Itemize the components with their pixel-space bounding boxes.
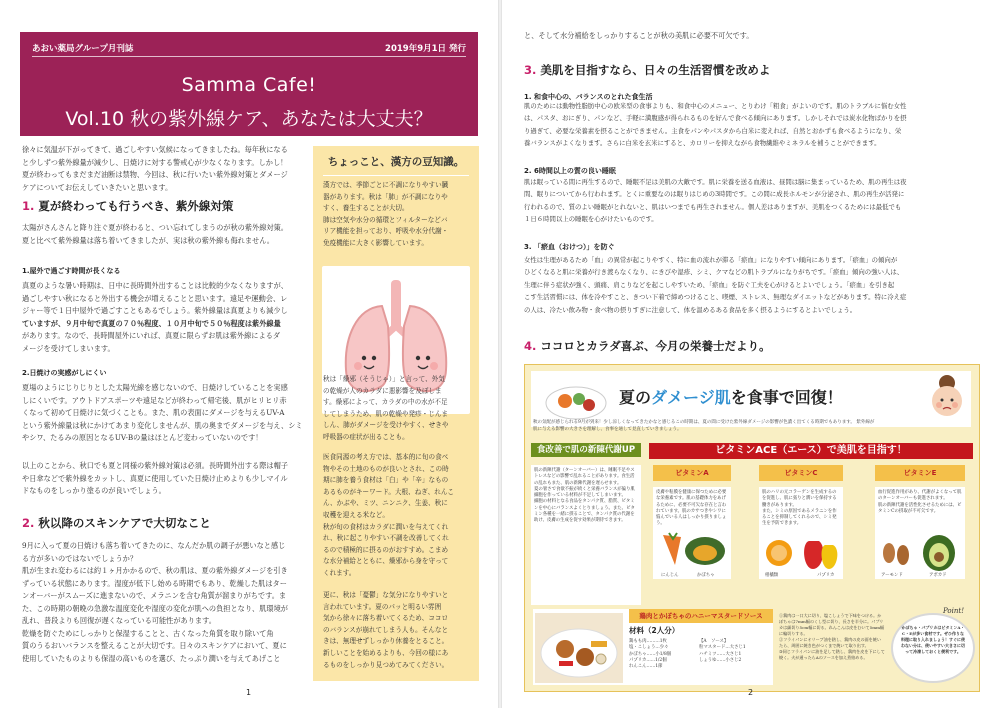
issue-title: Vol.10 秋の紫外線ケア、あなたは大丈夫？ — [65, 108, 433, 130]
section-3-body-1: 肌のためには動物性脂肪中心の欧米型の食事よりも、和食中心のメニュー、とりわけ「粗食」がよいのです。肌のトラブルに悩む女性 は、パスタ、おにぎり、パンなど、手軽に満腹感が得られるものを好んで食べる傾向にあります。しかしそれでは炭水化物ばかりを摂 り過ぎて、必要な栄養素を摂ることができません。主食をパンやパスタから白米に変えれば、自然とおかずも食べるようになり、栄 養バランスがよくなります。さらに白米を玄米にすると、カロリーを抑えながら食物繊維やミネラルを補うことができます。 — [524, 102, 907, 148]
sidebar-title: ちょっこと、漢方の豆知識。 — [327, 156, 465, 168]
intro-paragraph: 徐々に気温が下がってきて、過ごしやすい気候になってきましたね。毎年秋になる と少しずつ紫外線量が減少し、日焼けに対する警戒心が少なくなります。しかし！ 夏が終わってもまだまだ油断は禁物、今回は、秋に行いたい紫外線対策とダメージ ケアについてお伝えしていきたいと思います。 — [22, 145, 288, 192]
food-citrus-label: 柑橘類 — [765, 573, 779, 578]
almond-avocado-icon — [877, 533, 965, 573]
carrot-pumpkin-icon — [653, 529, 733, 573]
vitamin-a-text: 皮膚や粘膜を健康に保つために必要な栄養素です。肌の基礎体力をあげるために、必要不可欠な存在と言われています。肌のカサつきやシワに悩んでいる人はしっかり摂りましょう。 — [653, 487, 731, 579]
section-4-heading: 4. ココロとカラダ喜ぶ、今月の栄養士だより。 — [524, 339, 771, 353]
sidebar-rule — [323, 175, 469, 176]
woman-face-icon — [923, 371, 971, 427]
section-1-sub-1: 1.屋外で過ごす時間が長くなる — [22, 267, 121, 275]
recipe-title: 鶏肉とかぼちゃのハニーマスタードソース — [629, 609, 773, 623]
right-bar-label: ビタミンACE（エース）で美肌を目指す！ — [649, 443, 973, 459]
vitamin-e-heading: ビタミンE — [875, 465, 965, 481]
recipe-steps: ①鶏肉は一口大に切り、塩こしょうで下味をつける。かぼちゃは7mm幅のくし型に切り、長さを半分に。パプリカは細切り5cm幅に切る。れんこんは皮をむいて5mm幅に輪切りする。 ②フライパンにオリーブ油を熱し、鶏肉の皮の面を焼いたら、周囲に焼き色がつくまで焼いて取り出す。 ③同じフライパンに油を足して熱し、鶏肉を皮を下にして焼く。火が通ったらAのソースを加え煮絡める。 — [779, 613, 885, 660]
food-avocado-label: アボカド — [929, 573, 947, 578]
section-2-body: 9月に入って夏の日焼けも落ち着いてきたのに、なんだか肌の調子が悪いなと感じ る方が多いのではないでしょうか？ 肌が生まれ変わるには約１ヶ月かかるので、秋の肌は、夏の紫外線ダメージを引き ずっている状態にあります。湿度が低下し始める時期でもあり、乾燥した肌はター ンオーバーがスムーズに進まないので、メラニンを含む角質が溜まりがちです。ま た、この時期の朝晩の急激な温度変化や湿度の変化が肌への負担となり、肌環境が 乱れ、普段よりも回復が遅くなっている可能性があります。 乾燥を防ぐためにしっかりと保湿することと、古くなった角質を取り除いて角 質のうるおいバランスを整えることが大切です。日々のスキンケアにおいて、夏に 使用していたものよりも保湿の高いものを選び、たっぷり潤いを与えてあげこと — [22, 541, 288, 663]
page-2 — [502, 0, 1000, 708]
infographic-intro: 秋の気配が感じられる9月が到来！少し涼しくなってきたかなと感じるこの時期は、夏の間に受けた紫外線ダメージの影響が色濃く出てくる時期でもあります。 紫外線が肌に与える影響の大きさを理解し、食事を通して見直していきましょう。 — [533, 420, 875, 432]
continued-text: と、そして水分補給をしっかりすることが秋の美肌に必要不可欠です。 — [524, 31, 754, 40]
page-number-1: 1 — [246, 688, 252, 697]
food-almond-label: アーモンド — [881, 573, 903, 578]
left-bar-label: 食改善で肌の新陳代謝UP — [531, 443, 641, 457]
newsletter-title: Samma Cafe! — [181, 74, 317, 96]
vitamin-e-text: 血行促進作用があり、代謝がよくなって肌のターンオーバーも促進されます。 肌の新陳代謝を活性化させるためには、ビタミンCの摂取が不可欠です。 — [875, 487, 965, 579]
banner-rule — [32, 56, 466, 57]
food-plate-icon — [541, 375, 611, 423]
recipe-photo — [535, 613, 623, 683]
infographic-title: 夏のダメージ肌を食事で回復！ — [619, 388, 843, 407]
section-1-sub-2: 2.日焼けの実感がしにくい — [22, 369, 107, 377]
vitamin-a-heading: ビタミンA — [653, 465, 731, 481]
point-text: かぼちゃ・パプリカはビタミンA・C・Eが多い食材です。ぜひ作りな料理に取り入れましょう！すぐに使わない分は、使いやすい大きさに切って冷凍しておくと便利です。 — [901, 625, 965, 654]
section-1-heading: 1. 夏が終わっても行うべき、紫外線対策 — [22, 199, 234, 213]
publisher-label: あおい薬局グループ月刊誌 — [32, 44, 134, 54]
metabolism-text: 肌の新陳代謝（ターンオーバー）は、睡眠不足やストレスなどの影響で乱れることがあります。食生活の乱れもまた、肌の新陳代謝を遅らせます。 夏の暑さで食欲不振が続くと栄養バランスが偏り肌細胞を作っている材料が不足してしまいます。 細胞の材料となる食品をタンパク質、脂質、ビタミンを中心にバランスよくとりましょう。また、ビタミン各種を一緒に摂ることで、タンパク質の代謝を助け、皮膚の生成を促す効果が期待できます。 — [531, 465, 641, 605]
section-3-sub-1: 1. 和食中心の、バランスのとれた食生活 — [524, 93, 653, 101]
section-3-heading: 3. 美肌を目指すなら、日々の生活習慣を改めよ — [524, 63, 771, 77]
vitamin-c-text: 肌のハリの元コラーゲンを生成するのを促進し、肌に張りと潤いを保持する働きがあります。 また、シミの原因であるメラニンを作ることを抑制してくれるので、シミ発生を予防できます。 — [759, 487, 843, 579]
citrus-paprika-icon — [761, 533, 845, 573]
page-1 — [0, 0, 498, 708]
section-1-body-3: 以上のことから、秋口でも夏と同様の紫外線対策は必須。長時間外出する際は帽子 や日傘などで紫外線をカットし、真夏に使用していた日焼け止めよりも少しマイル ドなものをしっかり塗るのが良いでしょう。 — [22, 461, 288, 495]
food-pumpkin-label: かぼちゃ — [697, 573, 715, 578]
page-number-2: 2 — [748, 688, 754, 697]
recipe-ingredients-heading: 材料（2人分） — [629, 626, 680, 635]
point-callout — [891, 607, 975, 683]
point-label: Point! — [943, 607, 965, 615]
recipe-sauce: 【A ソース】 粒マスタード…大さじ1 ハチミツ……大さじ1 しょうゆ……小さじ2 — [699, 639, 746, 663]
food-paprika-label: パプリカ — [817, 573, 835, 578]
food-carrot-label: にんじん — [661, 573, 679, 578]
sidebar-para-4: 更に、秋は「憂鬱」な気分になりやすいと 言われています。夏のパッと明るい雰囲 気から徐々に落ち着いてくるため、ココロ のバランスが崩れてしまう人も。そんなと きは、無理せずしっかり休養をとること。 新しいことを始めるよりも、今回の様にあ るものをしっかり見つめてみてください。 — [323, 591, 449, 669]
vitamin-c-heading: ビタミンC — [759, 465, 843, 481]
section-3-body-3: 女性は生理があるため「血」の異常が起こりやすく、特に血の流れが滞る「瘀血」になりやすい傾向にあります。「瘀血」の傾向が ひどくなると肌に栄養が行き渡らなくなり、にきびや湿疹、シミ、クマなどの肌トラブルになりがちです。「瘀血」傾向の強い人は、 生理に伴う症状が強く、頭痛、肩こりなどを起こしやすいため、「瘀血」を防ぐ工夫を心がけるとよいでしょう。「瘀血」を引き起 こす生活習慣には、体を冷やすこと、きつい下着で締めつけること、喫煙、ストレス、無理なダイエットなどがあります。特に冷え症 の人は、冷たい飲み物・食べ物の摂りすぎに注意して、体を温めるある食品を多く摂るようにするとよいでしょう。 — [524, 256, 907, 314]
section-3-sub-3: 3. 「瘀血（おけつ）」を防ぐ — [524, 243, 615, 251]
infographic-header — [531, 371, 971, 427]
section-3-sub-2: 2. 6時間以上の質の良い睡眠 — [524, 167, 616, 175]
section-3-body-2: 肌は眠っている間に再生するので、睡眠不足は美肌の大敵です。肌に栄養を送る血液は、昼間は脳に集まっているため、肌の再生は夜 間、眠りについてから行われます。とくに重要なのは眠りはじめの3時間です。この間に成長ホルモンが分泌され、肌の再生が活発に 行われるので、質のよい睡眠がとれないと、肌はいつまでも再生されません。個人差はありますが、美肌をつくるためには最低でも １日６時間以上の睡眠を心がけたいものです。 — [524, 178, 907, 224]
section-2-heading: 2. 秋以降のスキンケアで大切なこと — [22, 516, 211, 530]
issue-date: 2019年9月1日 発行 — [385, 44, 466, 54]
kampo-sidebar — [313, 146, 479, 681]
sidebar-para-3: 医食同源の考え方では、基本的に旬の食べ 物やその土地のものが良いとされ、この時 期に肺を養う食材は「白」や「辛」なもの あるものがキーワード。大根、ねぎ、れんこ ん、かぶや、ミツ、ニンニク、生姜、秋に 収穫を迎える米など。 秋が旬の食材はカラダに潤いを与えてくれ れ、秋に起こりやすい不調を改善してくれ るので積極的に摂るのがおすすめ。こまめ な水分補給とともに、燥邪から身を守って くれます。 — [323, 453, 455, 577]
sidebar-para-1: 漢方では、季節ごとに不調になりやすい臓 器があります。秋は「肺」が不調になりや すく、養生することが大切。 肺は空気や水分の循環とフィルターなどバ リア機能を担っており、呼吸や水分代謝・ 免疫機能に大きく影響しています。 — [323, 181, 449, 247]
sidebar-para-2: 秋は「燥邪（そうじゃ）」と言って、外気 の乾燥が人のカラダに悪影響を及ぼしま す。燥邪によって、カラダの中の水が不足 してしまうため、肌の乾燥や発疹・じんま しん、肺がダメージを受けやすく、せきや 呼吸器の症状が出ることも。 — [323, 375, 449, 441]
section-1-lead: 太陽がさんさんと降り注ぐ夏が終わると、つい忘れてしまうのが秋の紫外線対策。 夏と比べて紫外線量は落ち着いてきましたが、実は秋の紫外線も侮れません。 — [22, 223, 288, 245]
recipe-card — [533, 609, 773, 685]
recipe-ingredients: 鶏もも肉………1枚 塩・こしょう…少々 かぼちゃ……小1/8個 パプリカ……1/2個 れんこん……1節 — [629, 639, 672, 670]
masthead-banner — [20, 32, 478, 136]
nutrition-infographic — [524, 364, 980, 692]
section-1-body-2: 夏場のようにじりじりとした太陽光線を感じないので、日焼けしていることを実感 しにくいです。アウトドアスポーツや遠足などが終わって帰宅後、肌がヒリヒリ赤 くなって初めて日焼けに気づくことも。また、肌の表面にダメージを与えるUV-A という紫外線量は秋にかけてあまり変化しませんが、肌の奥までダメージを与え、シミ やシワ、たるみの原因となるUV-Bの量はほとんど変わっていないのです！ — [22, 383, 303, 442]
section-1-body-1: 真夏のような暑い時期は、日中に長時間外出することは比較的少なくなりますが、 過ごしやすい秋になると外出する機会が増えることと思います。遠足や運動会、レ ジャー等で１日中屋外で過ごすこともあるでしょう。紫外線量は真夏よりも減少し ていますが、９月中旬で真夏の７０％程度、１０月中旬で５０％程度は紫外線量 があります。なので、長時間屋外にいれば、真夏に限らずお肌は紫外線によるダ メージを受けてしまいます。 — [22, 281, 288, 353]
